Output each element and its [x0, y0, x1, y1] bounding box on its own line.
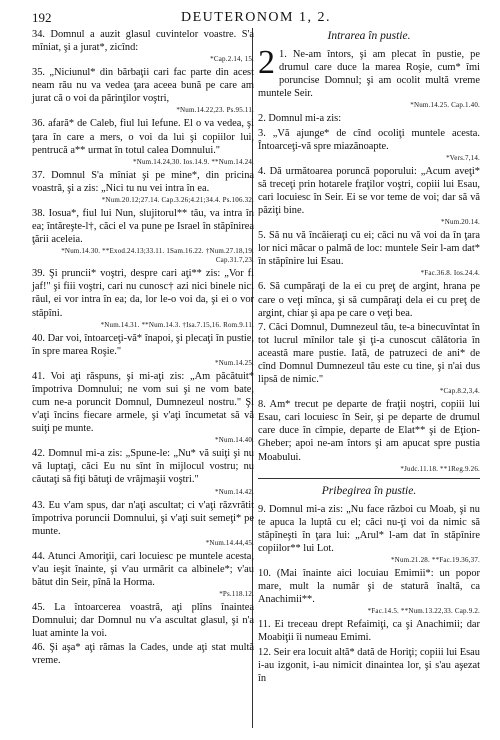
cross-reference: *Fac.14.5. **Num.13.22,33. Cap.9.2. — [367, 607, 480, 616]
verse: 46. Şi aşa* aţi rămas la Cades, unde aţi stat multă vreme. — [32, 642, 254, 667]
cross-reference: *Num.14.30. **Exod.24.13;33.11. 1Sam.16.22. †Num.27.18,19. Cap.31.7,23. — [61, 247, 254, 265]
verse: 2. Domnul mi-a zis: — [258, 113, 342, 125]
verse: 5. Să nu vă încăieraţi cu ei; căci nu vă voi da în ţara lor nici măcar o palmă de loc: muntele Seir l-am dat* în stăpînire lui Esau. — [258, 230, 480, 268]
verse: 42. Domnul mi-a zis: „Spune-le: „Nu* vă suiţi şi nu vă luptaţi, căci Eu nu sînt în mijlocul vostru; nu căutaţi să fiţi bătuţi de vrăjmaşii voştri." — [32, 448, 254, 486]
verse: 6. Să cumpăraţi de la ei cu preţ de argint, hrana pe care o veţi mînca, şi să cumpăraţi dela ei cu preţ de argint, chiar şi apa pe care o veţi bea. — [258, 281, 480, 319]
section-rule — [258, 478, 480, 479]
section-heading: Intrarea în pustie. — [327, 30, 411, 42]
cross-reference: *Num.14.25. — [215, 358, 254, 367]
verse: 10. (Mai înainte aici locuiau Emimii*: un popor mare, mult la număr şi de statură înaltă, ca Anachimii**. — [258, 568, 480, 606]
cross-reference: *Num.14.31. **Num.14.3. †Isa.7.15,16. Rom.9.11. — [100, 320, 254, 329]
cross-reference: *Cap.2.14, 15. — [210, 55, 254, 64]
verse: 34. Domnul a auzit glasul cuvintelor voastre. S'a mîniat, şi a jurat*, zicînd: — [32, 29, 254, 54]
verse: 43. Eu v'am spus, dar n'aţi ascultat; ci v'aţi răzvrătit împotriva poruncii Domnului, şi v'aţi suit semeţi* pe munte. — [32, 499, 254, 537]
cross-reference: *Num.14.25. Cap.1.40. — [410, 101, 480, 110]
running-title: DEUTERONOM 1, 2. — [181, 10, 331, 25]
cross-reference: *Num.14.24,30. Ios.14.9. **Num.14.24. — [133, 157, 254, 166]
verse: 35. „Niciunul* din bărbaţii cari fac parte din acest neam rău nu va vedea ţara aceea bună pe care am jurat că o voi da părinţilor voştri, — [32, 67, 254, 105]
cross-reference: *Ps.118.12. — [219, 590, 254, 599]
cross-reference: *Judc.11.18. **1Reg.9.26. — [400, 464, 480, 473]
section-heading: Pribegirea în pustie. — [321, 484, 417, 497]
right-column — [258, 28, 480, 686]
left-column — [32, 28, 254, 669]
cross-reference: *Num.14.42. — [215, 487, 254, 496]
cross-reference: *Num.21.28. **Fac.19.36,37. — [390, 556, 480, 565]
verse: 39. Şi pruncii* voştri, despre cari aţi** zis: „Vor fi jaf!" şi fiii voştri, cari nu cunosc† azi nici binele nici răul, ei vor intra în ea; da, lor le-o voi da, şi ei o vor stăpîni. — [32, 268, 254, 319]
cross-reference: *Cap.8.2,3,4. — [439, 387, 480, 396]
page-number: 192 — [32, 10, 52, 25]
verse: 9. Domnul mi-a zis: „Nu face război cu Moab, şi nu te apuca la luptă cu el; căci nu-ţi voi da nimic să stăpîneşti în ţara lui: „Arul* l-am dat în stăpînire copiilor** lui Lot. — [258, 503, 480, 554]
verse: 12. Seir era locuit altă* dată de Horiţi; copiii lui Esau i-au izgonit, i-au nimicit dinaintea lor, şi s'au aşezat în — [258, 646, 480, 684]
verse: 44. Atunci Amoriţii, cari locuiesc pe muntele acesta, v'au ieşit înainte, şi v'au urmărit ca albinele*; v'au bătut din Seir, pînă la Horma. — [32, 550, 254, 588]
verse — [258, 44, 480, 100]
cross-reference: *Num.14.40. — [215, 436, 254, 445]
page-header — [32, 10, 480, 30]
verse: 8. Am* trecut pe departe de fraţii noştri, copiii lui Esau, cari locuiesc în Seir, şi pe departe de drumul care duce în cîmpie, departe de Elat** şi de Eţion-Gheber; apoi ne-am întors şi am apucat spre pustia Moabului. — [258, 399, 480, 463]
cross-reference: *Num.14.22,23. Ps.95.11. — [176, 106, 254, 115]
cross-reference: *Num.14.44,45. — [205, 538, 254, 547]
verse: 11. Ei treceau drept Refaimiţi, ca şi Anachimii; dar Moabiţii îi numeau Emimi. — [258, 619, 480, 644]
verse: 38. Iosua*, fiul lui Nun, slujitorul** tău, va intra în ea; întăreşte-l†, căci el va pune pe Israel în stăpînirea ţării aceleia. — [32, 207, 254, 246]
verse: 3. „Vă ajunge* de cînd ocoliţi muntele acesta. Întoarceţi-vă spre miazănoapte. — [258, 127, 480, 152]
verse: 7. Căci Domnul, Dumnezeul tău, te-a binecuvîntat în tot lucrul mînilor tale şi ţi-a cunoscut călătoria în această mare pustie. Iată, de patruzeci de ani* de cînd Domnul Dumnezeul tău este cu tine, şi n'ai dus lipsă de nimic." — [258, 321, 480, 386]
verse: 45. La întoarcerea voastră, aţi plîns înaintea Domnului; dar Domnul nu v'a ascultat glasul, şi n'a luat aminte la voi. — [32, 602, 254, 640]
verse: 4. Dă următoarea poruncă poporului: „Acum aveţi* să treceţi prin hotarele fraţilor voştri, copiii lui Esau, cari locuiesc în Seir. Ei se vor teme de voi; dar să vă păziţi bine. — [258, 165, 480, 217]
verse: 36. afară* de Caleb, fiul lui Iefune. El o va vedea, şi ţara în care a mers, o voi da lui şi copiilor lui, pentrucă a** urmat în totul calea Domnului." — [32, 118, 254, 156]
verse-text: 1. Ne-am întors, şi am plecat în pustie, pe drumul care duce la marea Roşie, cum* îmi poruncise Domnul; şi am ocolit multă vreme muntele Seir. — [258, 49, 480, 100]
cross-reference: *Fac.36.8. Ios.24.4. — [420, 269, 480, 278]
cross-reference: *Num.20.12;27.14. Cap.3.26;4.21;34.4. Ps.106.32. — [101, 195, 254, 204]
verse: 41. Voi aţi răspuns, şi mi-aţi zis: „Am păcătuit* împotriva Domnului; ne vom sui şi ne vom bate, cum ne-a poruncit Domnul, Dumnezeul nostru." Şi v'aţi încins fiecare armele, şi v'aţi încumetat să vă suiţi pe munte. — [32, 370, 254, 435]
cross-reference: *Vers.7,14. — [446, 153, 480, 162]
chapter-number: 2 — [258, 44, 275, 82]
verse: 40. Dar voi, întoarceţi-vă* înapoi, şi plecaţi în pustie, în spre marea Roşie." — [32, 332, 254, 357]
verse: 37. Domnul S'a mîniat şi pe mine*, din pricina voastră, şi a zis: „Nici tu nu vei intra în ea. — [32, 169, 254, 194]
cross-reference: *Num.20.14. — [441, 218, 480, 227]
